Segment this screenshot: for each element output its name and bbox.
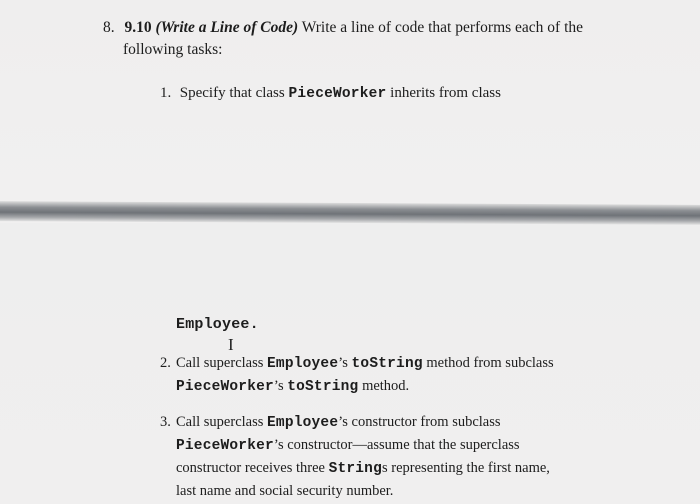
item-number: 2.	[160, 355, 171, 371]
task-item-2: 2. Call superclass Employee’s toString method from subclass PieceWorker’s toString method.	[160, 352, 640, 398]
item-text: Specify that class	[179, 85, 285, 101]
question-intro-line2: following tasks:	[123, 41, 223, 58]
text-cursor-icon: I	[228, 335, 234, 354]
question-header	[103, 17, 603, 61]
item-text: inherits from class	[390, 85, 501, 101]
task-item-1-continuation: Employee.	[176, 316, 259, 333]
task-item-1	[160, 82, 501, 105]
item-number: 3.	[160, 414, 171, 430]
item-number: 1.	[160, 85, 172, 101]
question-title: 9.10 (Write a Line of Code)	[124, 19, 299, 36]
page-divider-bar	[0, 201, 700, 225]
item-3-line4: last name and social security number.	[176, 483, 394, 499]
code-classname: PieceWorker	[288, 86, 387, 102]
item-3-line2: PieceWorker’s constructor—assume that the superclass	[176, 437, 520, 454]
item-3-line3: constructor receives three Strings representing the first name,	[176, 460, 550, 477]
item-2-line2: PieceWorker’s toString method.	[176, 378, 410, 395]
question-number: 8.	[103, 19, 115, 36]
question-intro-line1: Write a line of code that performs each of the	[301, 19, 584, 36]
task-item-3: 3. Call superclass Employee’s constructor from subclass PieceWorker’s constructor—assume that the superclass constructor receives three Strings representing the first name, last name and social security number.	[160, 411, 640, 502]
